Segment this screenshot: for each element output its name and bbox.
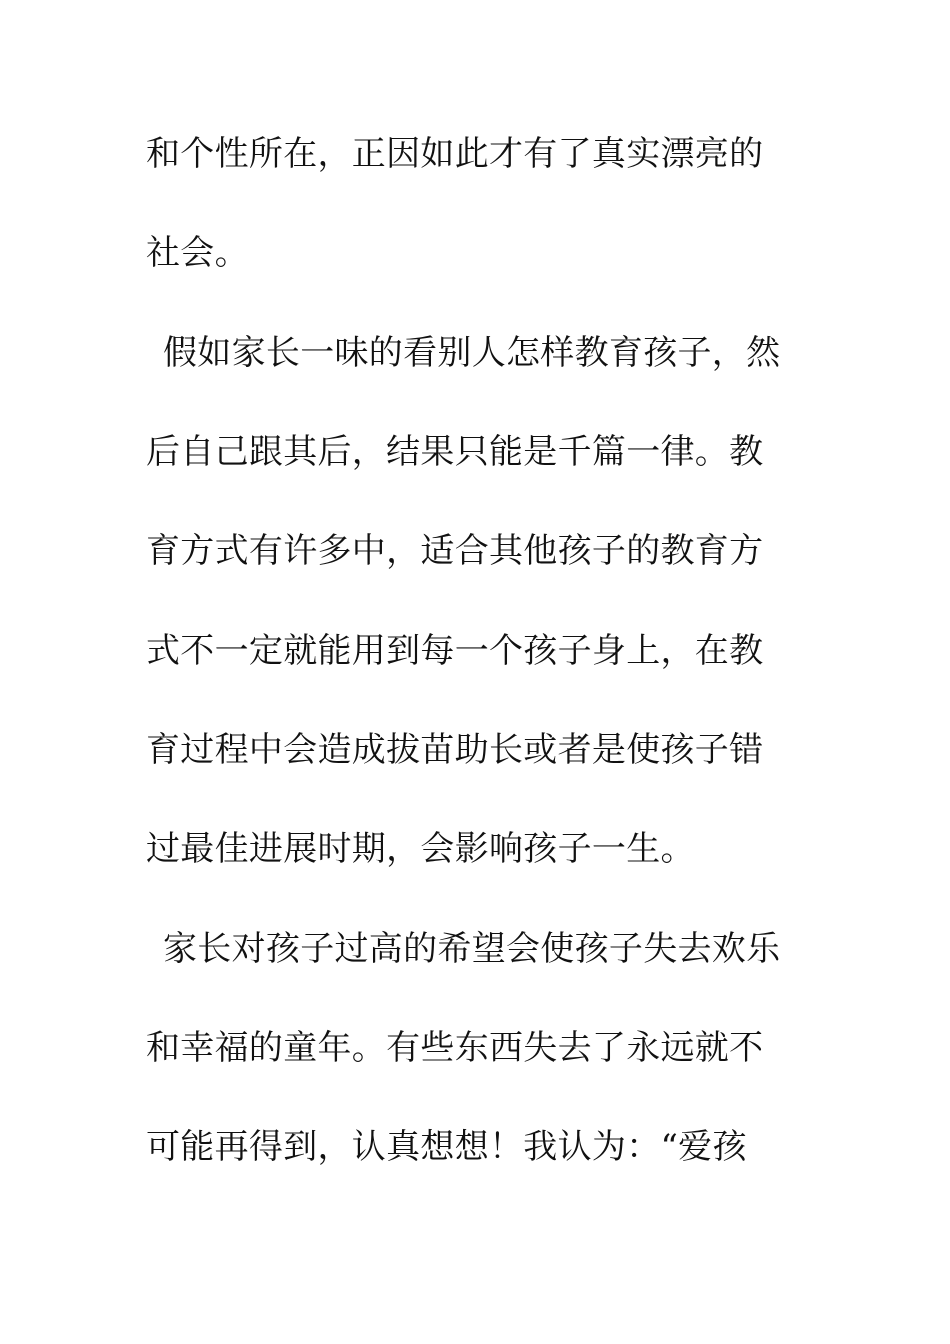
paragraph-first-line: 家长对孩子过高的希望会使孩子失去欢乐 [163,929,781,969]
text-line: 和个性所在，正因如此才有了真实漂亮的 [146,134,764,174]
text-line: 育方式有许多中，适合其他孩子的教育方 [146,531,764,571]
paragraph-first-line: 假如家长一味的看别人怎样教育孩子，然 [163,333,781,373]
text-line: 社会。 [146,233,249,273]
text-line: 育过程中会造成拔苗助长或者是使孩子错 [146,730,764,770]
text-line: 可能再得到，认真想想！我认为：“爱孩 [146,1127,747,1167]
text-line: 和幸福的童年。有些东西失去了永远就不 [146,1028,764,1068]
text-line: 过最佳进展时期，会影响孩子一生。 [146,829,695,869]
text-line: 式不一定就能用到每一个孩子身上，在教 [146,631,764,671]
text-line: 后自己跟其后，结果只能是千篇一律。教 [146,432,764,472]
